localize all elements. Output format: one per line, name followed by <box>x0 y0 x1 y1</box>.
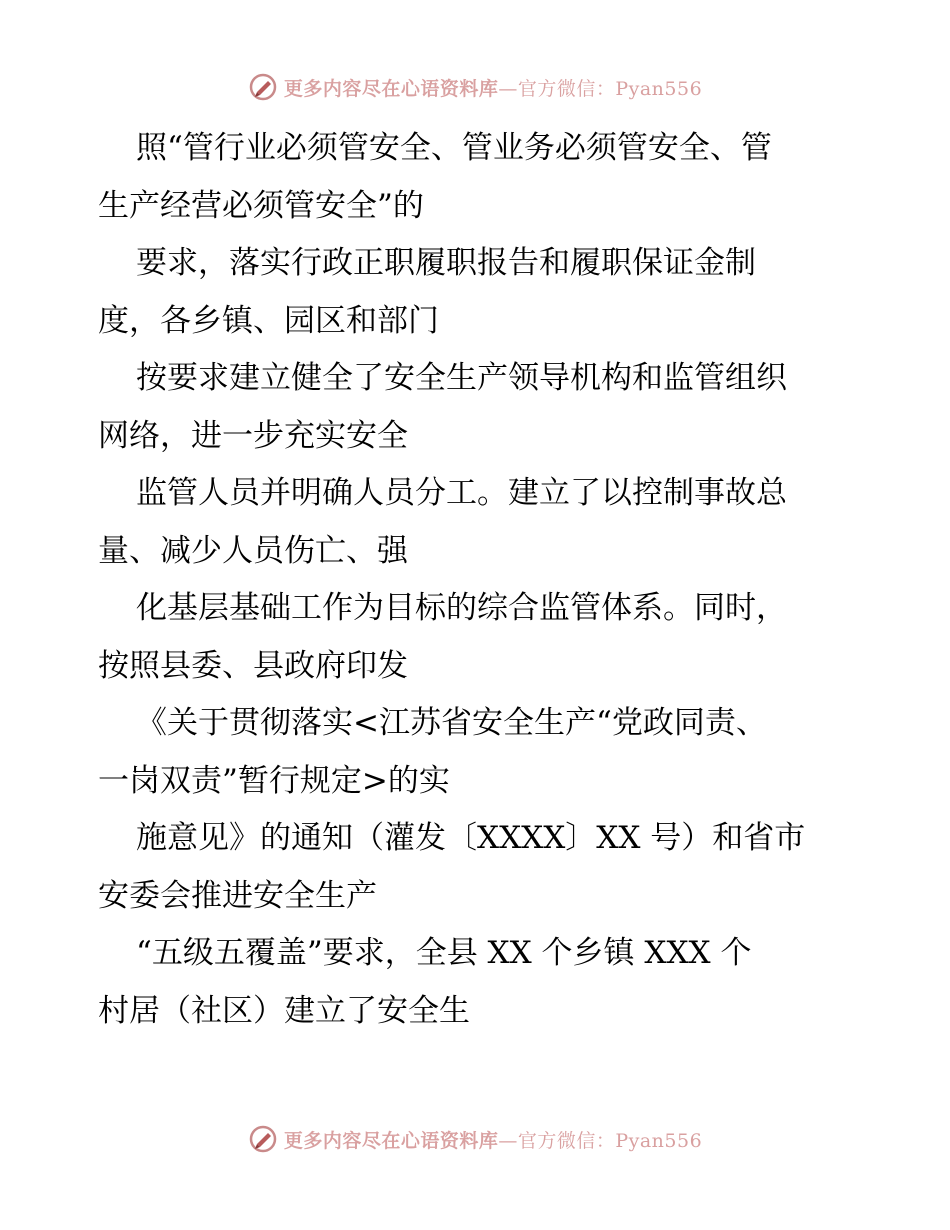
text-line: 量、减少人员伤亡、强 <box>98 532 408 569</box>
text-line: 网络，进一步充实安全 <box>98 417 408 454</box>
body-text <box>98 120 858 1040</box>
watermark-contact: —官方微信：Pyan556 <box>498 1129 703 1152</box>
text-line: 照“管行业必须管安全、管业务必须管安全、管 <box>136 130 772 166</box>
text-line: 按照县委、县政府印发 <box>98 647 408 684</box>
pen-logo-icon <box>248 1124 278 1154</box>
text-line: 化基层基础工作为目标的综合监管体系。同时， <box>136 590 787 626</box>
text-line: 监管人员并明确人员分工。建立了以控制事故总 <box>136 475 787 511</box>
text-line: “五级五覆盖”要求，全县 XX 个乡镇 XXX 个 <box>136 935 752 971</box>
text-line: 一岗双责”暂行规定>的实 <box>98 762 450 799</box>
watermark-contact: —官方微信：Pyan556 <box>498 77 703 100</box>
watermark-brand: 更多内容尽在心语资料库 <box>283 1129 499 1152</box>
text-line: 生产经营必须管安全”的 <box>98 187 424 224</box>
text-line: 施意见》的通知（灌发〔XXXX〕XX 号）和省市 <box>136 820 806 856</box>
watermark-text <box>284 74 702 101</box>
text-line: 安委会推进安全生产 <box>98 877 377 914</box>
header-watermark <box>0 72 950 102</box>
text-line: 村居（社区）建立了安全生 <box>98 992 470 1029</box>
footer-watermark <box>0 1124 950 1154</box>
text-line: 按要求建立健全了安全生产领导机构和监管组织 <box>136 360 787 396</box>
text-line: 度，各乡镇、园区和部门 <box>98 302 439 339</box>
watermark-text <box>284 1126 702 1153</box>
text-line: 《关于贯彻落实<江苏省安全生产“党政同责、 <box>136 705 767 741</box>
text-line: 要求，落实行政正职履职报告和履职保证金制 <box>136 245 756 281</box>
watermark-brand: 更多内容尽在心语资料库 <box>283 77 499 100</box>
pen-logo-icon <box>248 72 278 102</box>
